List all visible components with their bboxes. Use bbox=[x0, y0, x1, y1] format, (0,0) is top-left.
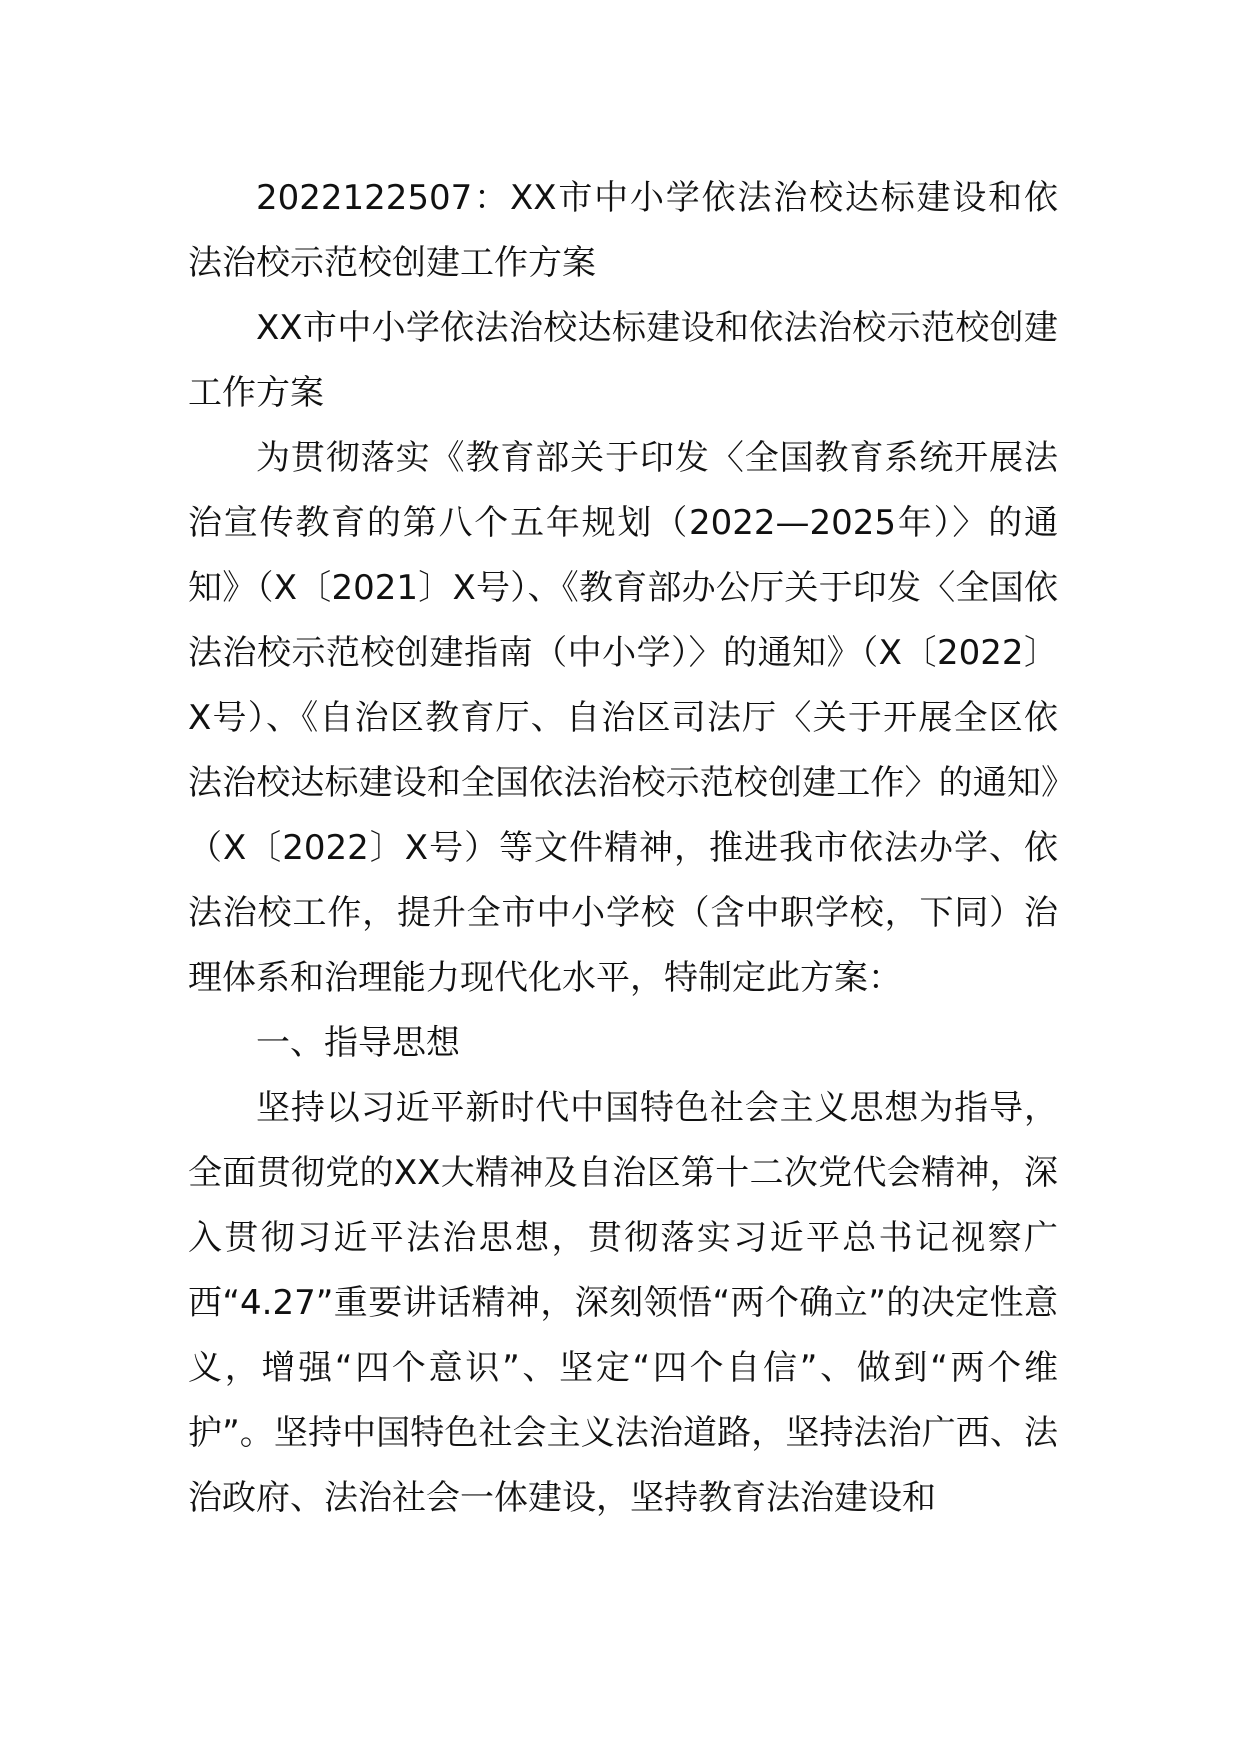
file-title: 2022122507：XX市中小学依法治校达标建设和依法治校示范校创建工作方案 bbox=[188, 178, 1058, 283]
section-paragraph: 坚持以习近平新时代中国特色社会主义思想为指导，全面贯彻党的XX大精神及自治区第十二次党代会精神，深入贯彻习近平法治思想，贯彻落实习近平总书记视察广西“4.27”重要讲话精神，深刻领悟“两个确立”的决定性意义，增强“四个意识”、坚定“四个自信”、做到“两个维护”。坚持中国特色社会主义法治道路，坚持法治广西、法治政府、法治社会一体建设，坚持教育法治建设和 bbox=[188, 1088, 1058, 1518]
intro-paragraph: 为贯彻落实《教育部关于印发〈全国教育系统开展法治宣传教育的第八个五年规划（2022—2025年）〉的通知》（X〔2021〕X号）、《教育部办公厅关于印发〈全国依法治校示范校创建指南（中小学）〉的通知》（X〔2022〕X号）、《自治区教育厅、自治区司法厅〈关于开展全区依法治校达标建设和全国依法治校示范校创建工作〉的通知》（X〔2022〕X号）等文件精神，推进我市依法办学、依法治校工作，提升全市中小学校（含中职学校，下同）治理体系和治理能力现代化水平，特制定此方案： bbox=[188, 438, 1058, 998]
document-title: XX市中小学依法治校达标建设和依法治校示范校创建工作方案 bbox=[188, 308, 1058, 413]
section-heading: 一、指导思想 bbox=[256, 1023, 460, 1063]
document-content bbox=[188, 166, 1058, 1531]
